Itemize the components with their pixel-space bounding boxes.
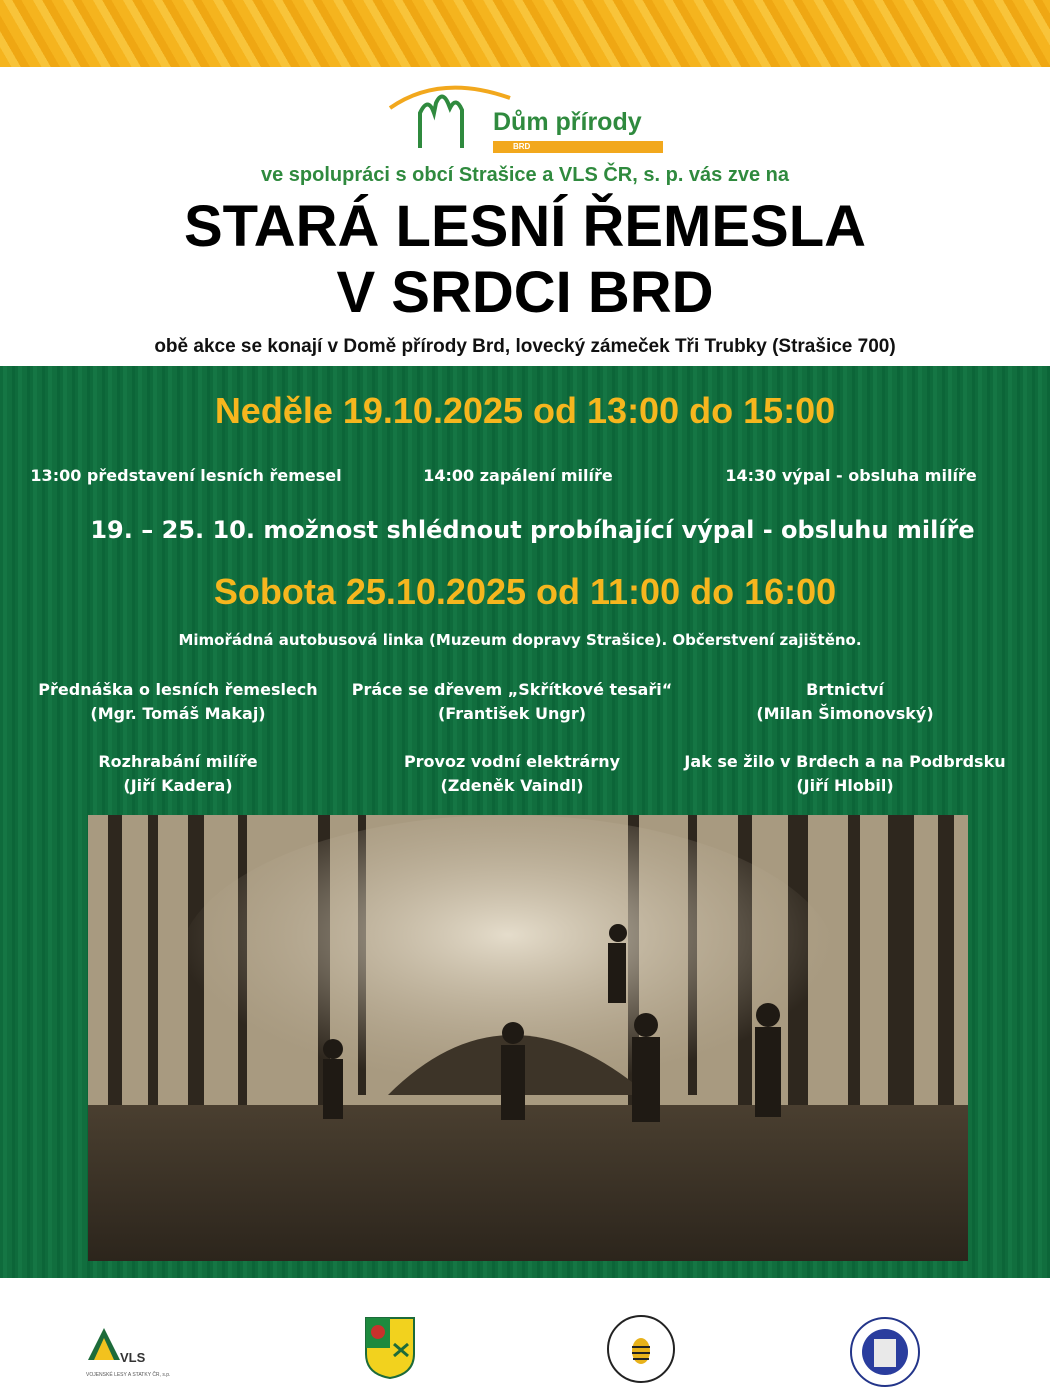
vls-subtext: VOJENSKÉ LESY A STATKY ČR, s.p. [86,1372,171,1378]
ekv-logo [848,1315,922,1389]
strasice-coat-of-arms [364,1316,416,1380]
program-person: (Jiří Hlobil) [796,776,894,795]
logo-name: Dům přírody [493,108,642,136]
top-decorative-band [0,0,1050,67]
photo-illustration [88,815,968,1261]
schedule-item-2: 14:00 zapálení milíře [423,466,613,485]
program-title: Rozhrabání milíře [98,752,258,771]
venue-line: obě akce se konají v Domě přírody Brd, lovecký zámeček Tři Trubky (Strašice 700) [154,336,896,357]
program-item-4 [3,750,353,798]
program-person: (Mgr. Tomáš Makaj) [90,704,266,723]
program-item-5 [337,750,687,798]
event2-date: Sobota 25.10.2025 od 11:00 do 16:00 [213,571,837,612]
vcelarsky-spolek-logo [605,1313,677,1385]
program-item-6 [670,750,1020,798]
program-title: Brtnictví [806,680,884,699]
schedule-item-3: 14:30 výpal - obsluha milíře [725,466,977,485]
program-person: (Milan Šimonovský) [756,704,934,723]
program-item-3 [670,678,1020,726]
historic-charcoal-kiln-photo [88,815,968,1261]
program-title: Přednáška o lesních řemeslech [38,680,318,699]
program-title: Provoz vodní elektrárny [403,752,621,771]
program-item-1 [3,678,353,726]
main-title-line2: V SRDCI BRD [336,260,714,325]
event1-date: Neděle 19.10.2025 od 13:00 do 15:00 [214,390,836,431]
program-item-2 [337,678,687,726]
program-person: (Jiří Kadera) [123,776,233,795]
program-title: Práce se dřevem „Skřítkové tesaři“ [351,680,673,699]
schedule-item-1: 13:00 představení lesních řemesel [30,466,342,485]
vls-text: VLS [120,1350,146,1365]
program-title: Jak se žilo v Brdech a na Podbrdsku [684,752,1006,771]
program-person: (František Ungr) [437,704,587,723]
cooperation-line: ve spolupráci s obcí Strašice a VLS ČR, s. p. vás zve na [261,164,789,186]
event2-note: Mimořádná autobusová linka (Muzeum dopravy Strašice). Občerstvení zajištěno. [178,631,862,649]
event1-note: 19. – 25. 10. možnost shlédnout probíhající výpal - obsluhu milíře [90,516,975,544]
logo-sub: BRD [493,141,663,153]
main-title-line1: STARÁ LESNÍ ŘEMESLA [183,194,867,259]
program-person: (Zdeněk Vaindl) [440,776,584,795]
